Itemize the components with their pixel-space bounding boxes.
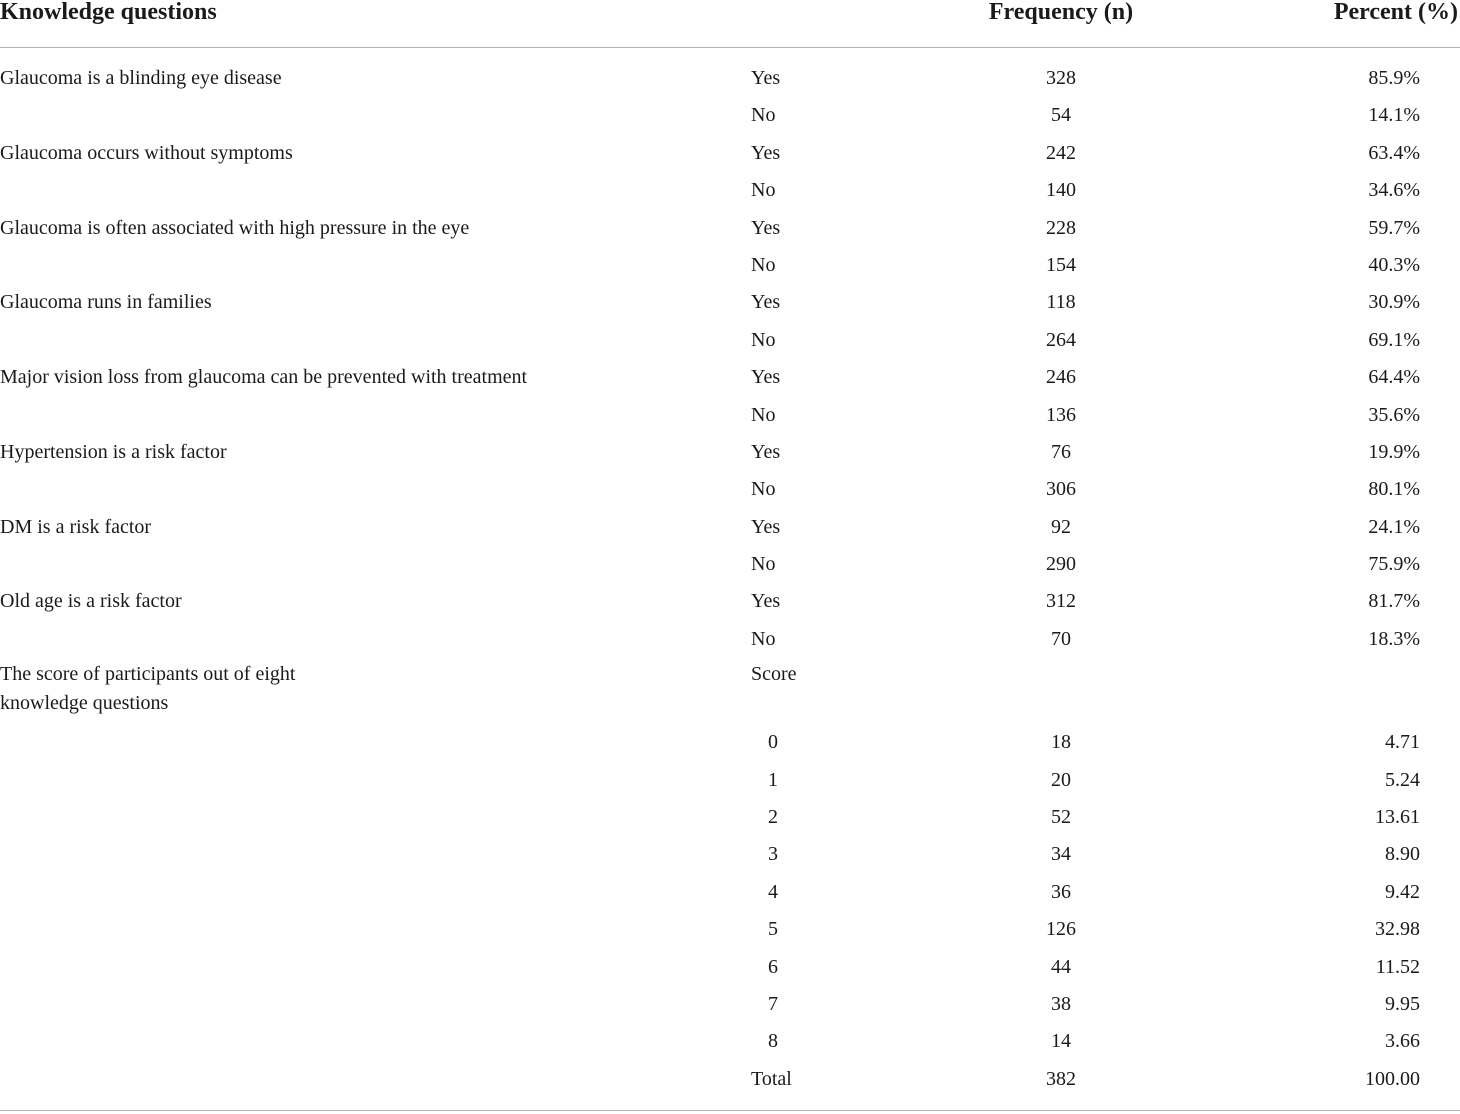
table-row [0, 534, 1460, 576]
frequency-value: 312 [1046, 590, 1076, 613]
score-value: 4 [768, 880, 778, 903]
question-text: Hypertension is a risk factor [0, 440, 227, 463]
question-text: Glaucoma runs in families [0, 291, 212, 314]
frequency-value: 38 [1051, 992, 1071, 1015]
response-label: No [751, 627, 776, 650]
response-label: Yes [751, 440, 781, 463]
response-label: Yes [751, 590, 781, 613]
response-label: No [751, 253, 776, 276]
percent-value: 11.52 [1375, 955, 1420, 978]
frequency-value: 36 [1051, 880, 1071, 903]
table-row [0, 712, 1460, 754]
response-label: Yes [751, 67, 781, 89]
frequency-value: 290 [1046, 553, 1076, 576]
percent-value: 69.1% [1368, 328, 1420, 351]
table-row [0, 571, 1460, 613]
percent-value: 13.61 [1375, 806, 1420, 829]
frequency-value: 20 [1051, 768, 1071, 791]
response-label: Yes [751, 141, 781, 164]
table-header [0, 0, 1460, 48]
score-column-label: Score [751, 663, 797, 686]
percent-value: 85.9% [1368, 67, 1420, 89]
percent-value: 30.9% [1368, 291, 1420, 314]
percent-value: 3.66 [1385, 1030, 1420, 1053]
table-row [0, 497, 1460, 538]
table-row [0, 198, 1460, 239]
response-label: No [751, 403, 776, 426]
percent-value: 32.98 [1375, 918, 1420, 941]
score-question-line2: knowledge questions [0, 692, 169, 715]
percent-value: 5.24 [1385, 768, 1420, 791]
percent-value: 80.1% [1368, 478, 1420, 501]
table-row [0, 123, 1460, 164]
percent-value: 35.6% [1368, 403, 1420, 426]
score-value: 0 [768, 731, 778, 754]
table-row [0, 422, 1460, 463]
percent-value: 4.71 [1385, 731, 1420, 754]
table-row [0, 235, 1460, 276]
header-knowledge-questions: Knowledge questions [0, 0, 217, 25]
frequency-value: 126 [1046, 918, 1076, 941]
frequency-value: 118 [1046, 291, 1076, 314]
percent-value: 63.4% [1368, 141, 1420, 164]
question-text: DM is a risk factor [0, 515, 152, 538]
frequency-value: 246 [1046, 366, 1076, 389]
response-label: Yes [751, 216, 781, 239]
table-row [0, 385, 1460, 426]
frequency-value: 52 [1051, 806, 1071, 829]
score-question-line1: The score of participants out of eight [0, 663, 296, 686]
percent-value: 81.7% [1368, 590, 1420, 613]
question-text: Major vision loss from glaucoma can be prevented with treatment [0, 366, 528, 389]
total-label: Total [751, 1067, 792, 1090]
frequency-value: 54 [1051, 104, 1071, 127]
question-text: Glaucoma is often associated with high pressure in the eye [0, 216, 470, 239]
header-percent: Percent (%) [1333, 0, 1458, 25]
table-row [0, 48, 1460, 89]
table-row [0, 824, 1460, 866]
frequency-value: 140 [1046, 179, 1076, 202]
score-value: 3 [768, 843, 778, 866]
table-row [0, 750, 1460, 791]
frequency-value: 136 [1046, 403, 1076, 426]
table-row [0, 862, 1460, 903]
response-label: Yes [751, 291, 781, 314]
frequency-value: 18 [1051, 731, 1071, 754]
table-row [0, 937, 1460, 978]
percent-value: 19.9% [1368, 440, 1420, 463]
response-label: No [751, 553, 776, 576]
response-label: Yes [751, 515, 781, 538]
percent-value: 59.7% [1368, 216, 1420, 239]
percent-value: 14.1% [1368, 104, 1420, 127]
percent-value: 9.42 [1385, 880, 1420, 903]
frequency-value: 264 [1046, 328, 1076, 351]
table-row [0, 347, 1460, 389]
table-row [0, 974, 1460, 1015]
question-text: Glaucoma is a blinding eye disease [0, 67, 282, 89]
score-value: 7 [768, 992, 778, 1015]
table-row [0, 272, 1460, 314]
percent-value: 18.3% [1368, 627, 1420, 650]
frequency-value: 228 [1046, 216, 1076, 239]
total-row [0, 1049, 1460, 1090]
frequency-value: 328 [1046, 67, 1076, 89]
percent-value: 64.4% [1368, 366, 1420, 389]
frequency-value: 70 [1051, 627, 1071, 650]
frequency-value: 76 [1051, 440, 1071, 463]
score-value: 2 [768, 806, 778, 829]
percent-value: 75.9% [1368, 553, 1420, 576]
frequency-value: 44 [1051, 955, 1071, 978]
table-body [0, 48, 1460, 1090]
frequency-value: 34 [1051, 843, 1071, 866]
table-row [0, 459, 1460, 501]
response-label: No [751, 478, 776, 501]
response-label: No [751, 328, 776, 351]
score-section-header [0, 646, 1460, 715]
table-row [0, 310, 1460, 351]
table-row [0, 160, 1460, 202]
table-row [0, 899, 1460, 941]
table-row [0, 1011, 1460, 1053]
question-text: Old age is a risk factor [0, 590, 182, 613]
response-label: Yes [751, 366, 781, 389]
frequency-value: 306 [1046, 478, 1076, 501]
question-text: Glaucoma occurs without symptoms [0, 141, 293, 164]
score-value: 6 [768, 955, 778, 978]
percent-value: 34.6% [1368, 179, 1420, 202]
percent-value: 9.95 [1385, 992, 1420, 1015]
frequency-value: 154 [1046, 253, 1076, 276]
total-frequency: 382 [1046, 1067, 1076, 1090]
table-bottom-rule [0, 1110, 1460, 1111]
table-row [0, 85, 1460, 127]
header-frequency: Frequency (n) [988, 0, 1134, 25]
percent-value: 8.90 [1385, 843, 1420, 866]
frequency-value: 242 [1046, 141, 1076, 164]
total-percent: 100.00 [1365, 1067, 1420, 1090]
score-question-text [0, 660, 340, 718]
table-row [0, 609, 1460, 650]
score-value: 1 [768, 768, 778, 791]
response-label: No [751, 104, 776, 127]
response-label: No [751, 179, 776, 202]
score-value: 8 [768, 1030, 778, 1053]
percent-value: 24.1% [1368, 515, 1420, 538]
score-value: 5 [768, 918, 778, 941]
frequency-value: 14 [1051, 1030, 1071, 1053]
percent-value: 40.3% [1368, 253, 1420, 276]
table-row [0, 787, 1460, 829]
frequency-value: 92 [1051, 515, 1071, 538]
